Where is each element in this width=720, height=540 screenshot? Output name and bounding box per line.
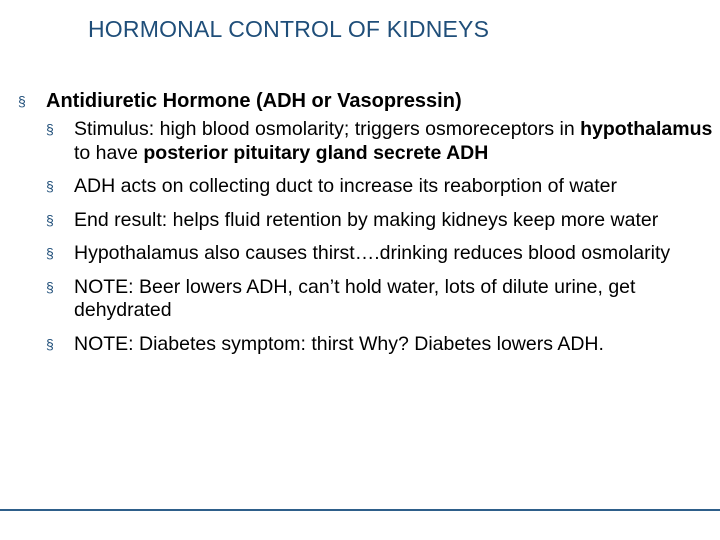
footer-divider [0, 509, 720, 511]
sub-bullet-text: Hypothalamus also causes thirst….drinking reduces blood osmolarity [74, 242, 671, 264]
sub-bullet-text: NOTE: Beer lowers ADH, can’t hold water, lots of dilute urine, get dehydrated [74, 275, 636, 321]
square-bullet-icon: § [46, 278, 54, 295]
main-bullet-item [18, 90, 713, 113]
slide-content [18, 90, 713, 366]
sub-bullet-text: NOTE: Diabetes symptom: thirst Why? Diabetes lowers ADH. [74, 332, 604, 355]
sub-bullet-item [46, 209, 713, 233]
square-bullet-icon: § [46, 335, 54, 352]
sub-bullet-text: ADH acts on collecting duct to increase its reaborption of water [74, 175, 618, 197]
main-bullet-text: Antidiuretic Hormone (ADH or Vasopressin) [46, 90, 462, 112]
square-bullet-icon: § [46, 121, 54, 137]
square-bullet-icon: § [18, 93, 26, 109]
sub-bullet-text: Stimulus: high blood osmolarity; triggers osmoreceptors in [74, 118, 581, 140]
sub-bullet-text: End result: helps fluid retention by making kidneys keep more water [74, 208, 659, 231]
sub-bullet-item [46, 276, 713, 323]
square-bullet-icon: § [46, 178, 54, 194]
sub-bullet-text: to have [74, 141, 144, 164]
square-bullet-icon: § [46, 211, 54, 228]
sub-bullet-item [46, 175, 713, 199]
sub-bullet-item [46, 333, 713, 357]
slide-title: HORMONAL CONTROL OF KIDNEYS [88, 16, 490, 42]
sub-bullet-list [18, 118, 713, 356]
sub-bullet-item [46, 242, 713, 266]
sub-bullet-bold-text: hypothalamus [580, 118, 713, 140]
sub-bullet-bold-text: posterior pituitary gland secrete ADH [143, 141, 489, 164]
sub-bullet-item [46, 118, 713, 165]
square-bullet-icon: § [46, 245, 54, 261]
